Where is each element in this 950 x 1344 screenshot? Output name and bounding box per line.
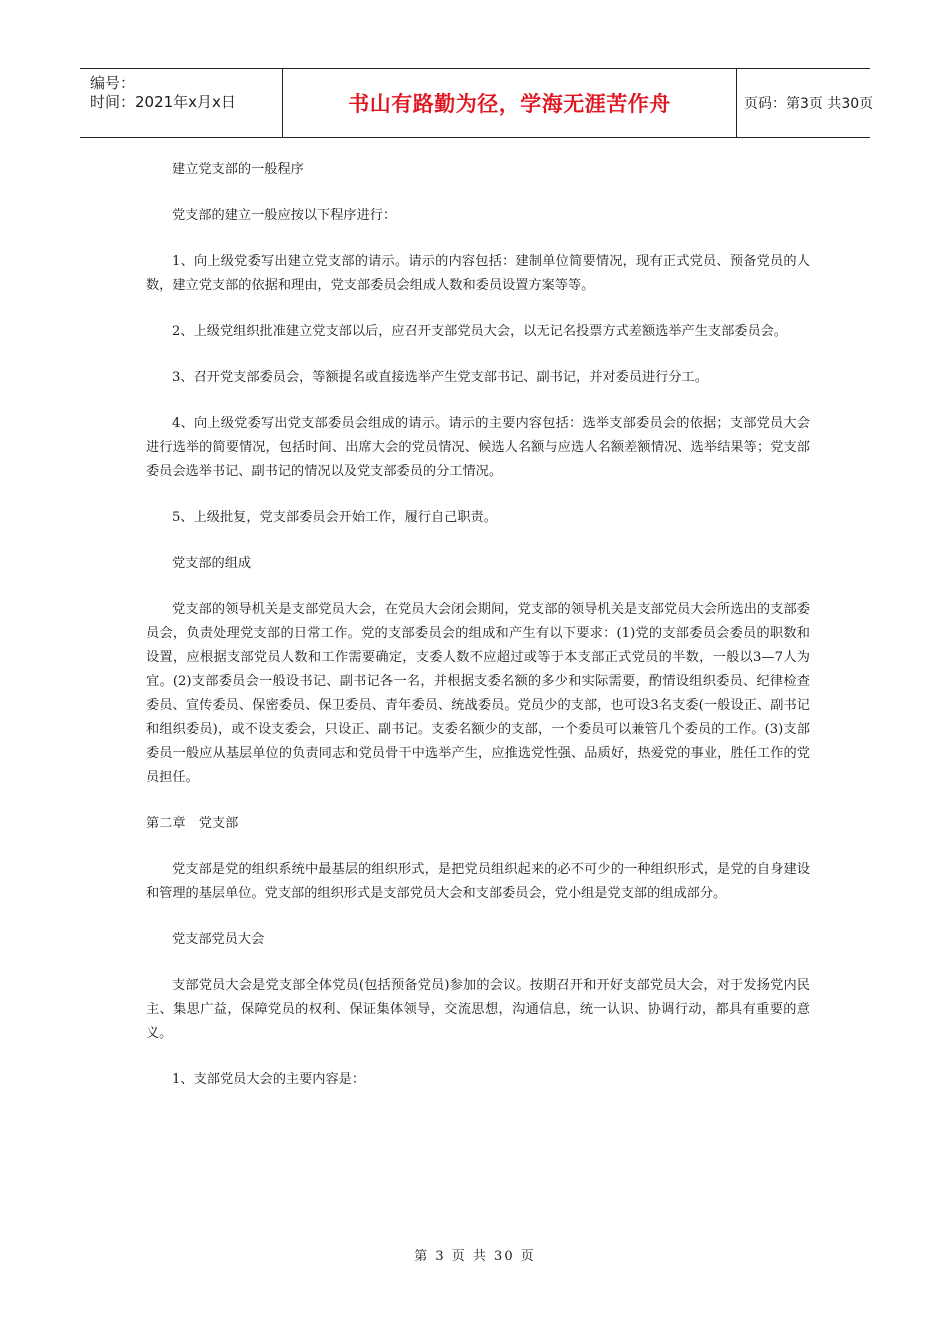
document-body <box>146 158 810 1114</box>
chapter-heading: 第二章 党支部 <box>146 816 239 831</box>
paragraph: 党支部的建立一般应按以下程序进行： <box>172 208 397 223</box>
paragraph: 3、召开党支部委员会，等额提名或直接选举产生党支部书记、副书记，并对委员进行分工。 <box>172 370 708 385</box>
paragraph: 支部党员大会是党支部全体党员(包括预备党员)参加的会议。按期召开和开好支部党员大会，对于发扬党内民主、集思广益，保障党员的权利、保证集体领导，交流思想，沟通信息，统一认识、协调行动，都具有重要的意义。 <box>146 978 810 1041</box>
header-meta <box>80 69 282 137</box>
paragraph: 2、上级党组织批准建立党支部以后，应召开支部党员大会，以无记名投票方式差额选举产生支部委员会。 <box>172 324 788 339</box>
paragraph: 4、向上级党委写出党支部委员会组成的请示。请示的主要内容包括：选举支部委员会的依据；支部党员大会进行选举的简要情况，包括时间、出席大会的党员情况、候选人名额与应选人名额差额情况、选举结果等；党支部委员会选举书记、副书记的情况以及党支部委员的分工情况。 <box>146 416 810 479</box>
paragraph: 党支部是党的组织系统中最基层的组织形式，是把党员组织起来的必不可少的一种组织形式，是党的自身建设和管理的基层单位。党支部的组织形式是支部党员大会和支部委员会，党小组是党支部的组成部分。 <box>146 862 810 901</box>
paragraph: 1、向上级党委写出建立党支部的请示。请示的内容包括：建制单位简要情况，现有正式党员、预备党员的人数，建立党支部的依据和理由，党支部委员会组成人数和委员设置方案等等。 <box>146 254 810 293</box>
paragraph: 党支部的领导机关是支部党员大会，在党员大会闭会期间，党支部的领导机关是支部党员大会所选出的支部委员会，负责处理党支部的日常工作。党的支部委员会的组成和产生有以下要求：(1)党的支部委员会委员的职数和设置，应根据支部党员人数和工作需要确定，支委人数不应超过或等于本支部正式党员的半数，一般以3—7人为宜。(2)支部委员会一般设书记、副书记各一名，并根据支委名额的多少和实际需要，酌情设组织委员、纪律检查委员、宣传委员、保密委员、保卫委员、青年委员、统战委员。党员少的支部，也可设3名支委(一般设正、副书记和组织委员)，或不设支委会，只设正、副书记。支委名额少的支部，一个委员可以兼管几个委员的工作。(3)支部委员一般应从基层单位的负责同志和党员骨干中选举产生，应推选党性强、品质好，热爱党的事业，胜任工作的党员担任。 <box>146 602 810 785</box>
header-motto: 书山有路勤为径，学海无涯苦作舟 <box>282 69 737 137</box>
page-footer: 第 3 页 共 30 页 <box>414 1249 536 1264</box>
time-label: 时间：2021年x月x日 <box>90 93 236 111</box>
paragraph: 5、上级批复，党支部委员会开始工作，履行自己职责。 <box>172 510 497 525</box>
paragraph: 1、支部党员大会的主要内容是： <box>172 1072 366 1087</box>
document-header <box>80 68 874 138</box>
header-page-code: 页码：第3页 共30页 <box>744 96 874 112</box>
section-heading: 党支部党员大会 <box>172 932 265 947</box>
number-label: 编号： <box>90 74 136 92</box>
section-heading: 党支部的组成 <box>172 556 252 571</box>
section-heading: 建立党支部的一般程序 <box>172 162 304 177</box>
